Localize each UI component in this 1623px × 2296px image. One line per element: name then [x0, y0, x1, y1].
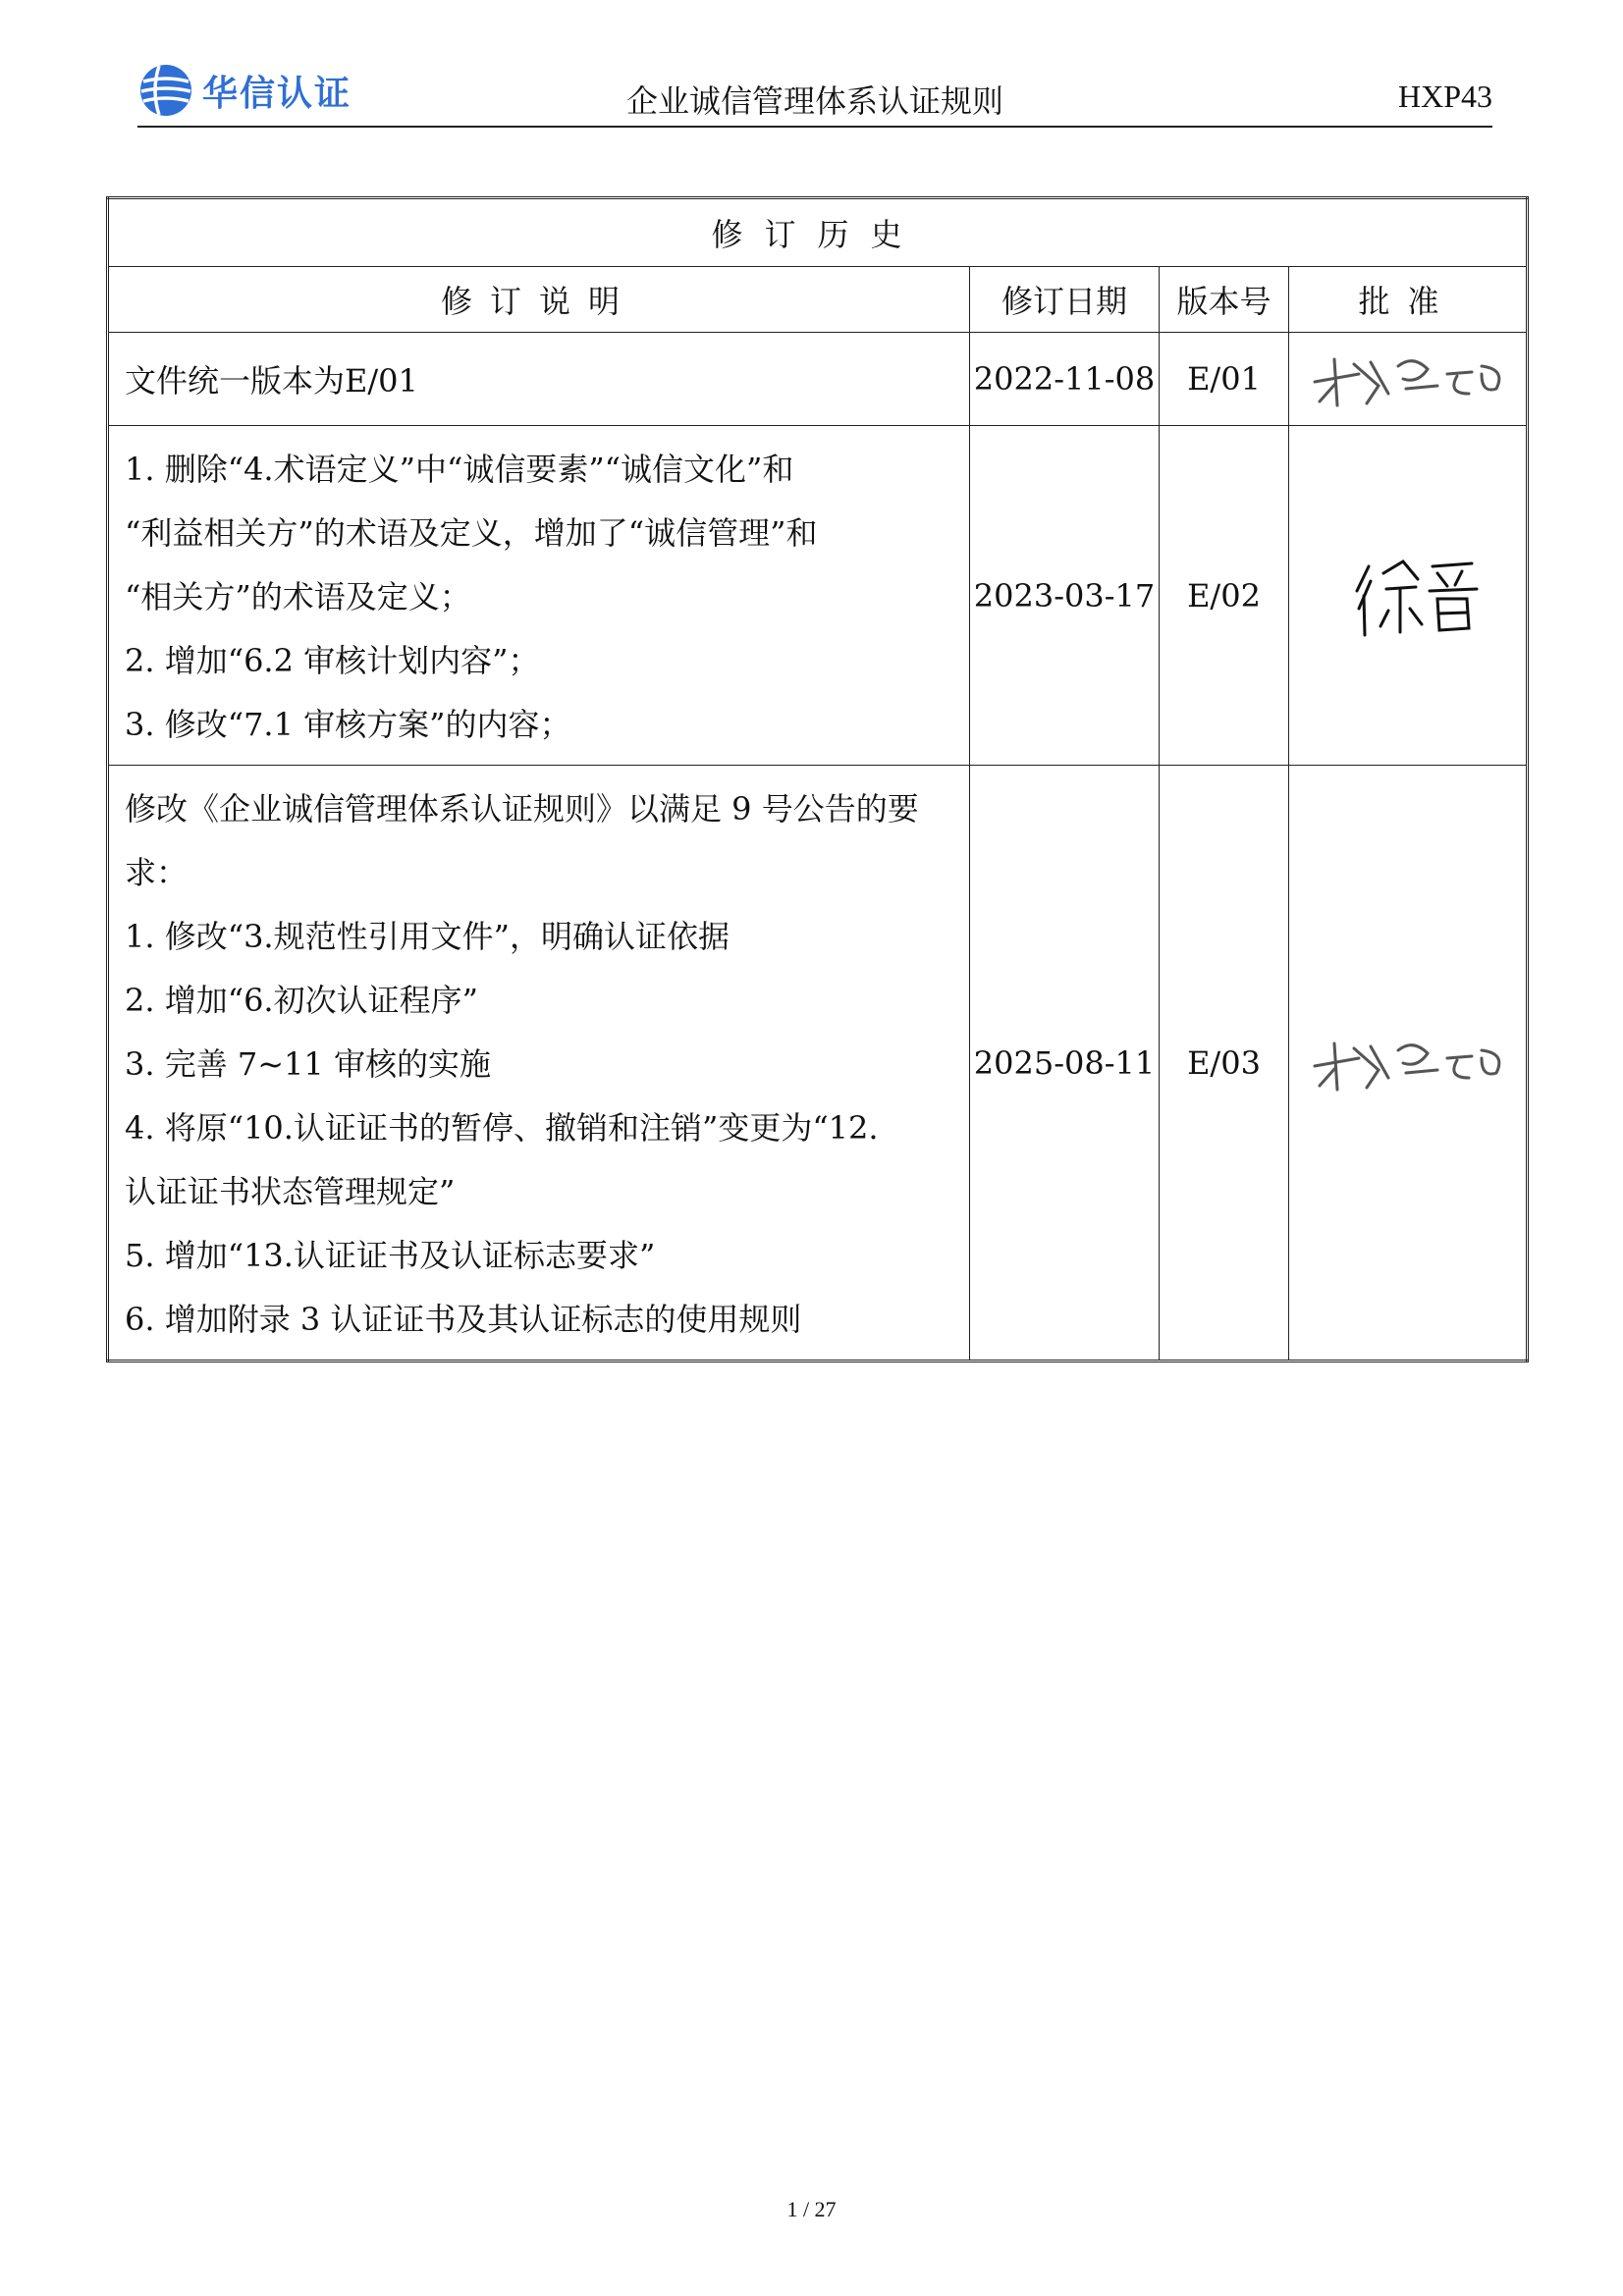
approval-signature: [1289, 766, 1528, 1362]
description-line: 2. 增加“6.2 审核计划内容”；: [125, 642, 540, 679]
revision-version: E/01: [1160, 333, 1289, 426]
column-header-version: 版本号: [1160, 267, 1289, 333]
table-title-row: [108, 198, 1528, 267]
column-header-description: 修订说明: [108, 267, 970, 333]
description-line: “相关方”的术语及定义；: [125, 578, 471, 615]
description-line: 修改《企业诚信管理体系认证规则》以满足 9 号公告的要: [125, 790, 919, 828]
document-title: 企业诚信管理体系认证规则: [625, 82, 1003, 120]
revision-date: 2022-11-08: [970, 333, 1160, 426]
table-row: [108, 426, 1528, 766]
description-line: 1. 修改“3.规范性引用文件”，明确认证依据: [125, 918, 730, 955]
description-line: 求：: [125, 854, 189, 891]
revision-date: 2025-08-11: [970, 766, 1160, 1362]
column-header-approval: 批准: [1289, 267, 1528, 333]
revision-version: E/03: [1160, 766, 1289, 1362]
description-line: 6. 增加附录 3 认证证书及其认证标志的使用规则: [125, 1301, 802, 1338]
revision-date: 2023-03-17: [970, 426, 1160, 766]
revision-description: [108, 766, 970, 1362]
revision-history-table: [106, 196, 1529, 1362]
revision-description: [108, 426, 970, 766]
description-line: 5. 增加“13.认证证书及认证标志要求”: [125, 1237, 656, 1274]
table-title: 修订历史: [108, 198, 1528, 267]
description-line: 1. 删除“4.术语定义”中“诚信要素”“诚信文化”和: [125, 451, 794, 488]
table-row: [108, 333, 1528, 426]
page-header: [137, 57, 1492, 128]
description-line: 文件统一版本为E/01: [125, 361, 418, 400]
description-line: 3. 修改“7.1 审核方案”的内容；: [125, 706, 571, 743]
revision-version: E/02: [1160, 426, 1289, 766]
signature-image: [1300, 1019, 1516, 1107]
description-line: 2. 增加“6.初次认证程序”: [125, 982, 478, 1019]
description-line: 3. 完善 7~11 审核的实施: [125, 1045, 491, 1083]
signature-image: [1300, 552, 1516, 640]
logo-text: 华信认证: [202, 73, 352, 114]
approval-signature: [1289, 333, 1528, 426]
approval-signature: [1289, 426, 1528, 766]
revision-description: [108, 333, 970, 426]
table-header-row: [108, 267, 1528, 333]
column-header-date: 修订日期: [970, 267, 1160, 333]
page-number: 1 / 27: [786, 2197, 837, 2221]
table-row: [108, 766, 1528, 1362]
description-line: 认证证书状态管理规定”: [125, 1173, 456, 1210]
document-code: HXP43: [1397, 79, 1492, 114]
description-line: 4. 将原“10.认证证书的暂停、撤销和注销”变更为“12.: [125, 1109, 879, 1147]
description-line: “利益相关方”的术语及定义，增加了“诚信管理”和: [125, 514, 818, 552]
signature-image: [1300, 335, 1516, 423]
